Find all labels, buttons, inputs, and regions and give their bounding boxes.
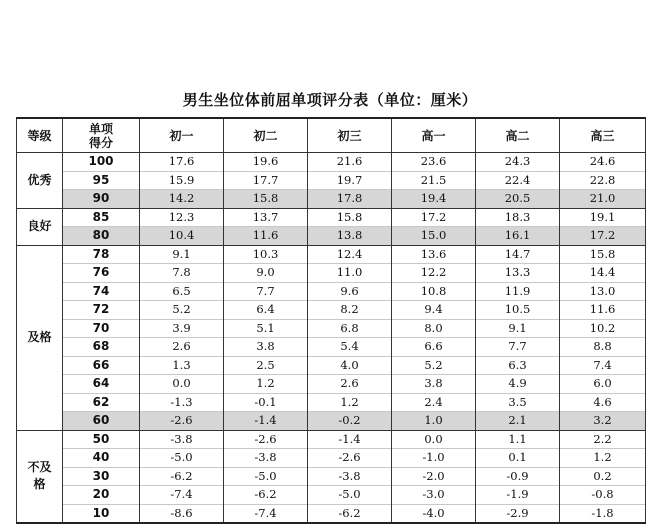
- score-cell: 66: [63, 356, 140, 375]
- value-cell: 6.5: [140, 282, 224, 301]
- value-cell: 11.9: [476, 282, 560, 301]
- score-cell: 85: [63, 208, 140, 227]
- value-cell: -2.6: [140, 412, 224, 431]
- value-cell: -1.4: [308, 430, 392, 449]
- score-cell: 78: [63, 245, 140, 264]
- value-cell: -0.9: [476, 467, 560, 486]
- value-cell: 6.4: [224, 301, 308, 320]
- score-cell: 60: [63, 412, 140, 431]
- value-cell: 9.1: [140, 245, 224, 264]
- value-cell: -0.1: [224, 393, 308, 412]
- table-row: [17, 356, 646, 375]
- value-cell: 10.3: [224, 245, 308, 264]
- value-cell: 1.0: [392, 412, 476, 431]
- table-row: [17, 245, 646, 264]
- value-cell: -4.0: [392, 504, 476, 523]
- value-cell: -3.8: [140, 430, 224, 449]
- value-cell: 21.0: [560, 190, 646, 209]
- table-row: [17, 282, 646, 301]
- table-header: [17, 118, 646, 153]
- value-cell: 9.0: [224, 264, 308, 283]
- value-cell: 5.1: [224, 319, 308, 338]
- header-score-line1: 单项: [88, 121, 113, 136]
- score-cell: 74: [63, 282, 140, 301]
- value-cell: 6.3: [476, 356, 560, 375]
- value-cell: 8.2: [308, 301, 392, 320]
- table-row: [17, 264, 646, 283]
- table-row: [17, 467, 646, 486]
- value-cell: -3.0: [392, 486, 476, 505]
- grade-band-label: 优秀: [17, 153, 63, 209]
- value-cell: -7.4: [224, 504, 308, 523]
- value-cell: 22.8: [560, 171, 646, 190]
- header-score-line2: 得分: [88, 135, 113, 150]
- value-cell: -1.0: [392, 449, 476, 468]
- value-cell: 10.5: [476, 301, 560, 320]
- table-body: [17, 153, 646, 524]
- value-cell: 1.2: [308, 393, 392, 412]
- score-cell: 72: [63, 301, 140, 320]
- value-cell: 12.3: [140, 208, 224, 227]
- value-cell: 3.2: [560, 412, 646, 431]
- value-cell: 12.2: [392, 264, 476, 283]
- value-cell: 3.9: [140, 319, 224, 338]
- value-cell: 19.6: [224, 153, 308, 172]
- value-cell: 24.6: [560, 153, 646, 172]
- value-cell: 6.0: [560, 375, 646, 394]
- value-cell: 9.6: [308, 282, 392, 301]
- value-cell: 9.1: [476, 319, 560, 338]
- value-cell: 8.0: [392, 319, 476, 338]
- score-cell: 80: [63, 227, 140, 246]
- value-cell: 10.2: [560, 319, 646, 338]
- value-cell: -2.6: [308, 449, 392, 468]
- value-cell: 3.8: [224, 338, 308, 357]
- score-cell: 50: [63, 430, 140, 449]
- page-title: 男生坐位体前屈单项评分表（单位：厘米）: [182, 91, 478, 109]
- value-cell: 10.8: [392, 282, 476, 301]
- value-cell: 2.5: [224, 356, 308, 375]
- value-cell: 15.8: [308, 208, 392, 227]
- value-cell: -2.0: [392, 467, 476, 486]
- value-cell: 10.4: [140, 227, 224, 246]
- value-cell: 5.2: [140, 301, 224, 320]
- value-cell: 24.3: [476, 153, 560, 172]
- value-cell: 7.8: [140, 264, 224, 283]
- value-cell: 13.0: [560, 282, 646, 301]
- table-row: [17, 430, 646, 449]
- value-cell: 0.1: [476, 449, 560, 468]
- value-cell: 11.0: [308, 264, 392, 283]
- value-cell: 18.3: [476, 208, 560, 227]
- score-cell: 30: [63, 467, 140, 486]
- table-row: [17, 375, 646, 394]
- score-cell: 70: [63, 319, 140, 338]
- value-cell: 15.8: [224, 190, 308, 209]
- value-cell: 0.2: [560, 467, 646, 486]
- value-cell: 4.6: [560, 393, 646, 412]
- value-cell: 19.1: [560, 208, 646, 227]
- header-grade-6: 高三: [560, 118, 646, 153]
- value-cell: 14.7: [476, 245, 560, 264]
- value-cell: 1.1: [476, 430, 560, 449]
- value-cell: 2.2: [560, 430, 646, 449]
- value-cell: 11.6: [224, 227, 308, 246]
- value-cell: 4.9: [476, 375, 560, 394]
- value-cell: 21.5: [392, 171, 476, 190]
- table-row: [17, 338, 646, 357]
- value-cell: 6.8: [308, 319, 392, 338]
- value-cell: 17.8: [308, 190, 392, 209]
- table-row: [17, 227, 646, 246]
- value-cell: 16.1: [476, 227, 560, 246]
- table-row: [17, 190, 646, 209]
- value-cell: -7.4: [140, 486, 224, 505]
- header-grade-2: 初二: [224, 118, 308, 153]
- value-cell: 4.0: [308, 356, 392, 375]
- header-row: [17, 118, 646, 153]
- value-cell: 12.4: [308, 245, 392, 264]
- score-cell: 64: [63, 375, 140, 394]
- score-cell: 62: [63, 393, 140, 412]
- value-cell: 21.6: [308, 153, 392, 172]
- value-cell: -1.9: [476, 486, 560, 505]
- value-cell: 15.8: [560, 245, 646, 264]
- value-cell: -0.8: [560, 486, 646, 505]
- value-cell: 3.8: [392, 375, 476, 394]
- grade-band-label: 良好: [17, 208, 63, 245]
- score-cell: 100: [63, 153, 140, 172]
- value-cell: 19.7: [308, 171, 392, 190]
- score-cell: 76: [63, 264, 140, 283]
- table-row: [17, 393, 646, 412]
- value-cell: 3.5: [476, 393, 560, 412]
- table-row: [17, 171, 646, 190]
- value-cell: -5.0: [140, 449, 224, 468]
- value-cell: 15.9: [140, 171, 224, 190]
- score-cell: 95: [63, 171, 140, 190]
- value-cell: -8.6: [140, 504, 224, 523]
- value-cell: -1.3: [140, 393, 224, 412]
- score-cell: 68: [63, 338, 140, 357]
- table-row: [17, 412, 646, 431]
- value-cell: -3.8: [308, 467, 392, 486]
- score-cell: 40: [63, 449, 140, 468]
- value-cell: -6.2: [140, 467, 224, 486]
- table-row: [17, 208, 646, 227]
- value-cell: -6.2: [224, 486, 308, 505]
- header-grade: 等级: [17, 118, 63, 153]
- value-cell: 22.4: [476, 171, 560, 190]
- table-row: [17, 504, 646, 523]
- table-row: [17, 301, 646, 320]
- score-cell: 90: [63, 190, 140, 209]
- value-cell: 5.2: [392, 356, 476, 375]
- value-cell: -5.0: [224, 467, 308, 486]
- score-table: [16, 117, 646, 524]
- value-cell: 2.4: [392, 393, 476, 412]
- value-cell: 8.8: [560, 338, 646, 357]
- header-grade-4: 高一: [392, 118, 476, 153]
- value-cell: 11.6: [560, 301, 646, 320]
- header-grade-1: 初一: [140, 118, 224, 153]
- value-cell: -3.8: [224, 449, 308, 468]
- value-cell: 13.8: [308, 227, 392, 246]
- value-cell: 13.7: [224, 208, 308, 227]
- value-cell: -2.9: [476, 504, 560, 523]
- grade-band-label: 不及格: [17, 430, 63, 523]
- value-cell: -0.2: [308, 412, 392, 431]
- value-cell: 2.6: [140, 338, 224, 357]
- score-cell: 10: [63, 504, 140, 523]
- value-cell: 1.3: [140, 356, 224, 375]
- value-cell: -1.4: [224, 412, 308, 431]
- value-cell: 1.2: [224, 375, 308, 394]
- value-cell: -6.2: [308, 504, 392, 523]
- value-cell: 14.4: [560, 264, 646, 283]
- value-cell: 0.0: [140, 375, 224, 394]
- table-row: [17, 486, 646, 505]
- value-cell: 5.4: [308, 338, 392, 357]
- value-cell: 17.2: [392, 208, 476, 227]
- value-cell: 9.4: [392, 301, 476, 320]
- value-cell: 17.2: [560, 227, 646, 246]
- value-cell: 1.2: [560, 449, 646, 468]
- value-cell: 7.7: [476, 338, 560, 357]
- header-score: [63, 118, 140, 153]
- value-cell: 2.1: [476, 412, 560, 431]
- value-cell: 0.0: [392, 430, 476, 449]
- score-cell: 20: [63, 486, 140, 505]
- value-cell: -5.0: [308, 486, 392, 505]
- value-cell: 7.7: [224, 282, 308, 301]
- value-cell: 13.6: [392, 245, 476, 264]
- header-grade-3: 初三: [308, 118, 392, 153]
- value-cell: 19.4: [392, 190, 476, 209]
- value-cell: -2.6: [224, 430, 308, 449]
- value-cell: 15.0: [392, 227, 476, 246]
- table-row: [17, 449, 646, 468]
- header-grade-5: 高二: [476, 118, 560, 153]
- table-row: [17, 153, 646, 172]
- grade-band-label: 及格: [17, 245, 63, 430]
- value-cell: 20.5: [476, 190, 560, 209]
- value-cell: 6.6: [392, 338, 476, 357]
- value-cell: 7.4: [560, 356, 646, 375]
- value-cell: 17.6: [140, 153, 224, 172]
- value-cell: 17.7: [224, 171, 308, 190]
- value-cell: -1.8: [560, 504, 646, 523]
- table-row: [17, 319, 646, 338]
- value-cell: 2.6: [308, 375, 392, 394]
- value-cell: 13.3: [476, 264, 560, 283]
- value-cell: 23.6: [392, 153, 476, 172]
- value-cell: 14.2: [140, 190, 224, 209]
